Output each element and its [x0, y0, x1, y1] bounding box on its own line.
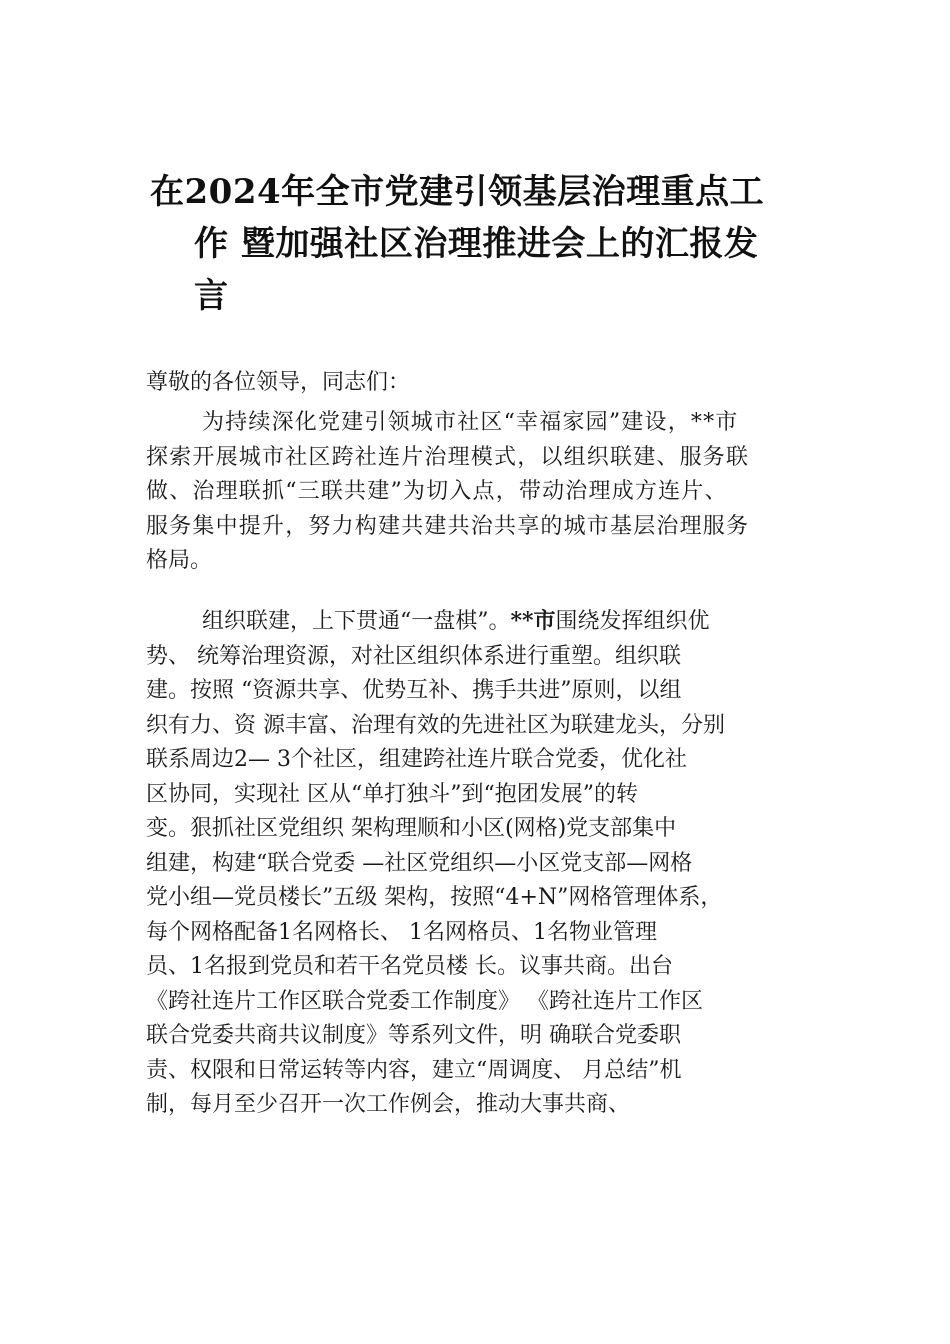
paragraph-intro	[146, 406, 826, 579]
paragraph-organization	[146, 604, 826, 1123]
paragraph-line: 联系周边2— 3个社区，组建跨社连片联合党委，优化社	[146, 747, 687, 772]
paragraph-line: 员、1名报到党员和若干名党员楼 长。议事共商。出台	[146, 954, 673, 979]
paragraph-line: 织有力、资 源丰富、治理有效的先进社区为联建龙头，分别	[146, 712, 725, 738]
paragraph-line: 格局。	[146, 548, 213, 573]
paragraph-line: 服务集中提升，努力构建共建共治共享的城市基层治理服务	[146, 513, 750, 539]
title-line-2: 作 暨加强社区治理推进会上的汇报发	[194, 224, 759, 264]
title-line-1: 在2024年全市党建引领基层治理重点工	[150, 172, 765, 212]
salutation: 尊敬的各位领导，同志们：	[146, 370, 411, 395]
paragraph-text: 围绕发挥组织优	[555, 609, 710, 634]
paragraph-line: 制，每月至少召开一次工作例会，推动大事共商、	[146, 1092, 631, 1117]
paragraph-line: 《跨社连片工作区联合党委工作制度》 《跨社连片工作区	[146, 988, 703, 1014]
paragraph-line: 做、治理联抓“三联共建”为切入点，带动治理成方连片、	[146, 479, 728, 504]
paragraph-text: 组织联建，上下贯通“一盘棋”。	[202, 609, 511, 634]
paragraph-line: 建。按照 “资源共享、优势互补、携手共进”原则，以组	[146, 678, 682, 703]
paragraph-line: 为持续深化党建引领城市社区“幸福家园”建设，**市	[202, 410, 739, 435]
city-placeholder: **市	[510, 608, 556, 634]
title-line-3: 言	[194, 276, 229, 316]
document-title	[150, 166, 810, 322]
paragraph-line: 区协同，实现社 区从“单打独斗”到“抱团发展”的转	[146, 781, 638, 807]
paragraph-line: 联合党委共商共议制度》等系列文件，明 确联合党委职	[146, 1023, 681, 1048]
paragraph-line	[146, 604, 826, 640]
paragraph-line: 势、 统筹治理资源，对社区组织体系进行重塑。组织联	[146, 643, 681, 669]
paragraph-line: 每个网格配备1名网格长、 1名网格员、1名物业管理	[146, 919, 657, 945]
paragraph-line: 探索开展城市社区跨社连片治理模式，以组织联建、服务联	[146, 444, 750, 470]
paragraph-line: 变。狠抓社区党组织 架构理顺和小区(网格)党支部集中	[146, 816, 677, 841]
paragraph-line: 责、权限和日常运转等内容，建立“周调度、 月总结”机	[146, 1057, 682, 1083]
paragraph-line: 党小组—党员楼长”五级 架构，按照“4+N”网格管理体系，	[146, 885, 723, 910]
paragraph-line: 组建，构建“联合党委 —社区党组织—小区党支部—网格	[146, 850, 693, 876]
